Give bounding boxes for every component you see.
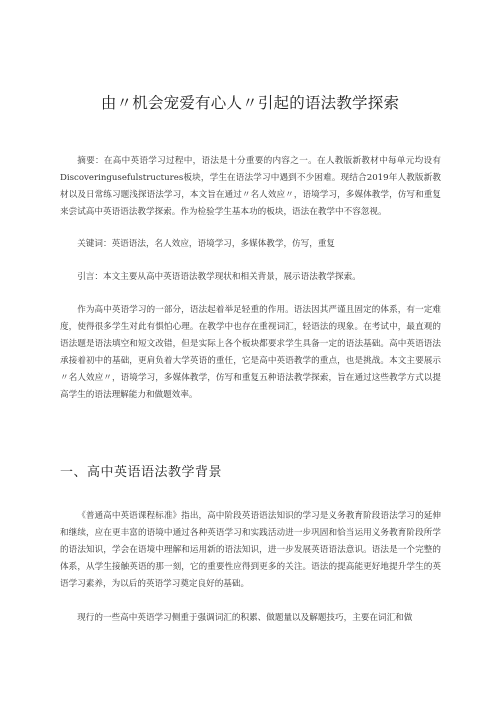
- abstract-paragraph: 摘要：在高中英语学习过程中，语法是十分重要的内容之一。在人教版新教材中每单元均设有Discoveringusefulstructures板块，学生在语法学习中遇到不少困难。现结合2019年人教版新教材以及日常练习题浅探语法学习，本文旨在通过〃名人效应〃，语境学习，多媒体教学，仿写和重复来尝试高中英语语法教学探索。作为检验学生基本功的板块，语法在教学中不容忽视。: [60, 156, 441, 217]
- body-paragraph-1: 作为高中英语学习的一部分，语法起着举足轻重的作用。语法因其严谨且固定的体系，有一定难度，使得很多学生对此有惧怕心理。在教学中也存在重视词汇，轻语法的现象。在考试中，最直观的语法题是语法填空和短文改错，但是实际上各个板块都要求学生具备一定的语法基础。高中英语语法承接着初中的基础，更肩负着大学英语的重任，它是高中英语教学的重点，也是挑战。本文主要展示〃名人效应〃，语境学习，多媒体教学，仿写和重复五种语法教学探索，旨在通过这些教学方式以提高学生的语法理解能力和做题效率。: [60, 305, 441, 400]
- section-heading: 一、高中英语语法教学背景: [60, 465, 223, 480]
- document-title: 由〃机会宠爱有心人〃引起的语法教学探索: [100, 94, 400, 112]
- introduction-paragraph: 引言：本文主要从高中英语语法教学现状和相关背景，展示语法教学探索。: [77, 272, 361, 282]
- body-paragraph-2: 《普通高中英语课程标准》指出，高中阶段英语语法知识的学习是义务教育阶段语法学习的延伸和继续，应在更丰富的语境中通过各种英语学习和实践活动进一步巩固和恰当运用义务教育阶段所学的语法知识，学会在语境中理解和运用新的语法知识，进一步发展英语语法意识。语法是一个完整的体系，从学生接触英语的那一刻，它的重要性应得到更多的关注。语法的提高能更好地提升学生的英语学习素养，为以后的英语学习奠定良好的基础。: [60, 511, 441, 589]
- keywords-paragraph: 关键词：英语语法，名人效应，语境学习，多媒体教学，仿写，重复: [77, 239, 336, 249]
- body-paragraph-3: 现行的一些高中英语学习侧重于强调词汇的积累、做题量以及解题技巧，主要在词汇和做: [77, 613, 413, 623]
